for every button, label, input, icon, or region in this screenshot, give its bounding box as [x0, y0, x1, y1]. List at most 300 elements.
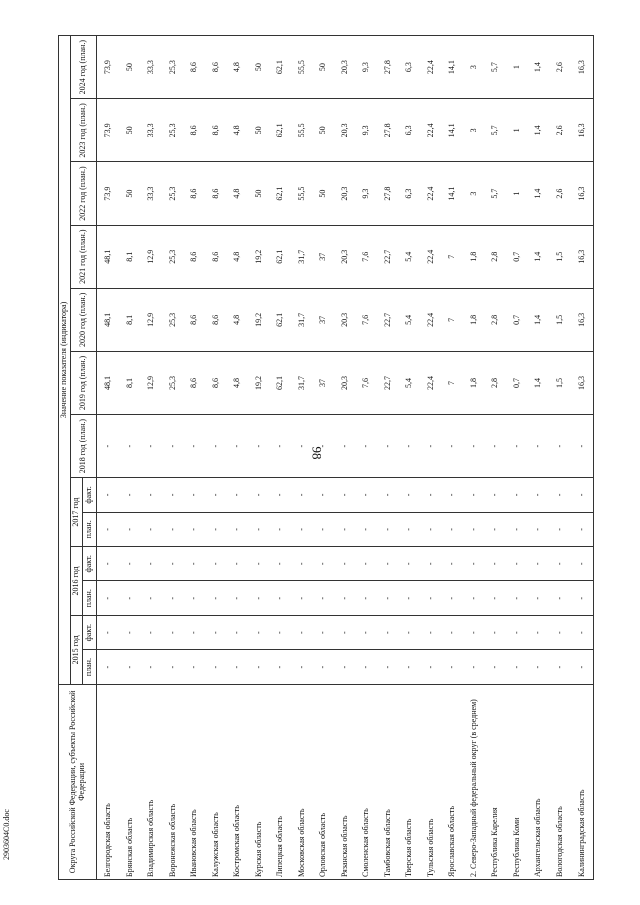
table-cell: - — [527, 415, 548, 478]
region-name: Республика Коми — [506, 684, 527, 879]
table-cell: 1,5 — [549, 288, 570, 351]
table-cell: 12,9 — [141, 288, 162, 351]
table-cell: - — [227, 547, 248, 581]
table-cell: - — [570, 415, 593, 478]
table-cell: - — [377, 581, 398, 615]
table-cell: 62,1 — [270, 36, 291, 99]
table-cell: 33,3 — [141, 36, 162, 99]
table-cell: 5,4 — [399, 288, 420, 351]
table-cell: 33,3 — [141, 162, 162, 225]
table-cell: 33,3 — [141, 99, 162, 162]
table-cell: - — [313, 547, 334, 581]
table-cell: - — [141, 581, 162, 615]
table-cell: 62,1 — [270, 225, 291, 288]
table-cell: 20,3 — [334, 225, 355, 288]
table-cell: 4,8 — [227, 225, 248, 288]
table-cell: 7,6 — [356, 225, 377, 288]
table-cell: 73,9 — [97, 36, 120, 99]
table-cell: 2,8 — [485, 288, 506, 351]
table-cell: - — [570, 581, 593, 615]
table-cell: - — [227, 615, 248, 649]
region-name: Курская область — [248, 684, 269, 879]
table-cell: 19,2 — [248, 351, 269, 414]
table-row — [399, 36, 420, 880]
table-cell: - — [485, 512, 506, 546]
table-cell: 48,1 — [97, 288, 120, 351]
table-cell: 9,3 — [356, 162, 377, 225]
table-row — [141, 36, 162, 880]
table-cell: 8,6 — [205, 225, 226, 288]
table-cell: 1,8 — [463, 225, 484, 288]
table-cell: - — [97, 650, 120, 684]
table-cell: - — [334, 415, 355, 478]
table-cell: 16,3 — [570, 225, 593, 288]
table-cell: - — [248, 478, 269, 512]
table-cell: 12,9 — [141, 351, 162, 414]
table-cell: 16,3 — [570, 99, 593, 162]
table-cell: - — [399, 650, 420, 684]
table-cell: - — [549, 512, 570, 546]
table-cell: 25,3 — [162, 351, 183, 414]
table-cell: 8,1 — [119, 225, 140, 288]
table-cell: - — [377, 615, 398, 649]
table-cell: - — [270, 478, 291, 512]
table-row — [506, 36, 527, 880]
table-cell: - — [334, 512, 355, 546]
table-cell: - — [162, 547, 183, 581]
table-cell: 50 — [313, 162, 334, 225]
table-cell: 19,2 — [248, 225, 269, 288]
table-cell: - — [141, 615, 162, 649]
table-cell: - — [227, 512, 248, 546]
table-cell: - — [442, 478, 463, 512]
table-cell: - — [184, 478, 205, 512]
table-cell: - — [442, 512, 463, 546]
table-row — [119, 36, 140, 880]
table-row — [205, 36, 226, 880]
table-cell: 27,8 — [377, 99, 398, 162]
table-cell: 50 — [119, 99, 140, 162]
table-cell: 8,6 — [184, 225, 205, 288]
table-cell: 7,6 — [356, 288, 377, 351]
table-cell: - — [141, 415, 162, 478]
table-cell: - — [377, 415, 398, 478]
region-name: Владимирская область — [141, 684, 162, 879]
table-cell: 1,5 — [549, 351, 570, 414]
region-name: Воронежская область — [162, 684, 183, 879]
table-cell: - — [248, 512, 269, 546]
table-cell: 25,3 — [162, 162, 183, 225]
indicator-table — [58, 35, 594, 880]
table-cell: 1,4 — [527, 351, 548, 414]
table-cell: 5,7 — [485, 99, 506, 162]
table-cell: - — [227, 581, 248, 615]
table-cell: - — [485, 415, 506, 478]
table-cell: - — [570, 512, 593, 546]
table-cell: - — [141, 547, 162, 581]
table-cell: 50 — [248, 36, 269, 99]
region-name: Калининградская область — [570, 684, 593, 879]
table-row — [270, 36, 291, 880]
table-cell: 20,3 — [334, 99, 355, 162]
table-cell: 20,3 — [334, 36, 355, 99]
table-cell: - — [270, 650, 291, 684]
table-cell: 3 — [463, 36, 484, 99]
table-cell: - — [141, 478, 162, 512]
table-cell: - — [291, 512, 312, 546]
table-cell: - — [205, 581, 226, 615]
table-cell: - — [399, 478, 420, 512]
table-cell: - — [420, 650, 441, 684]
table-cell: - — [506, 415, 527, 478]
table-cell: - — [356, 615, 377, 649]
table-cell: - — [227, 415, 248, 478]
table-row — [463, 36, 484, 880]
table-cell: - — [205, 547, 226, 581]
table-cell: - — [205, 512, 226, 546]
table-cell: - — [119, 415, 140, 478]
table-cell: 12,9 — [141, 225, 162, 288]
table-cell: - — [549, 478, 570, 512]
table-cell: - — [485, 581, 506, 615]
table-cell: - — [162, 512, 183, 546]
table-cell: 7 — [442, 225, 463, 288]
table-cell: 4,8 — [227, 99, 248, 162]
table-cell: - — [313, 581, 334, 615]
table-cell: - — [442, 615, 463, 649]
table-cell: 1,4 — [527, 99, 548, 162]
table-cell: - — [291, 547, 312, 581]
table-cell: 8,6 — [205, 162, 226, 225]
table-cell: 2,8 — [485, 225, 506, 288]
table-cell: 55,5 — [291, 36, 312, 99]
table-cell: 0,7 — [506, 225, 527, 288]
table-cell: 7 — [442, 288, 463, 351]
table-cell: - — [463, 615, 484, 649]
table-cell: 27,8 — [377, 36, 398, 99]
table-cell: 1,5 — [549, 225, 570, 288]
table-cell: - — [291, 581, 312, 615]
table-cell: 50 — [119, 36, 140, 99]
table-cell: 25,3 — [162, 288, 183, 351]
table-cell: 8,6 — [205, 99, 226, 162]
header-plan-label: план. — [83, 581, 97, 615]
table-cell: - — [97, 581, 120, 615]
table-cell: - — [377, 512, 398, 546]
table-row — [291, 36, 312, 880]
region-name: Тверская область — [399, 684, 420, 879]
table-cell: 1 — [506, 162, 527, 225]
table-cell: - — [205, 478, 226, 512]
table-cell: 8,6 — [184, 351, 205, 414]
table-cell: 37 — [313, 351, 334, 414]
header-plan-2019: 2019 год (план.) — [71, 351, 97, 414]
table-cell: - — [463, 581, 484, 615]
table-cell: - — [184, 615, 205, 649]
table-row — [377, 36, 398, 880]
table-cell: 55,5 — [291, 99, 312, 162]
table-cell: - — [549, 415, 570, 478]
table-cell: 8,1 — [119, 288, 140, 351]
table-cell: - — [119, 581, 140, 615]
table-cell: - — [291, 415, 312, 478]
table-row — [313, 36, 334, 880]
table-cell: - — [356, 512, 377, 546]
table-cell: - — [119, 478, 140, 512]
table-cell: - — [291, 615, 312, 649]
table-cell: 50 — [248, 99, 269, 162]
table-cell: - — [549, 547, 570, 581]
table-cell: - — [442, 581, 463, 615]
table-cell: - — [184, 547, 205, 581]
table-cell: - — [399, 547, 420, 581]
header-plan-label: план. — [83, 512, 97, 546]
table-cell: 22,7 — [377, 225, 398, 288]
table-cell: - — [420, 415, 441, 478]
table-cell: 2,6 — [549, 36, 570, 99]
table-cell: - — [334, 478, 355, 512]
table-cell: - — [549, 650, 570, 684]
table-row — [485, 36, 506, 880]
table-cell: 7 — [442, 351, 463, 414]
table-cell: - — [227, 478, 248, 512]
table-cell: - — [442, 547, 463, 581]
table-row — [227, 36, 248, 880]
table-cell: - — [97, 512, 120, 546]
table-cell: 2,8 — [485, 351, 506, 414]
table-row — [442, 36, 463, 880]
table-cell: 55,5 — [291, 162, 312, 225]
table-cell: - — [205, 415, 226, 478]
region-name: Тамбовская область — [377, 684, 398, 879]
table-cell: 9,3 — [356, 99, 377, 162]
header-plan-2018: 2018 год (план.) — [71, 415, 97, 478]
table-cell: - — [205, 650, 226, 684]
table-cell: - — [119, 615, 140, 649]
table-cell: - — [463, 512, 484, 546]
table-cell: - — [506, 512, 527, 546]
table-cell: 14,1 — [442, 99, 463, 162]
table-cell: - — [270, 547, 291, 581]
header-region: Округа Российской Федерации, субъекты Российской Федерации — [59, 684, 97, 879]
table-cell: - — [549, 581, 570, 615]
table-cell: - — [399, 615, 420, 649]
table-cell: 8,6 — [205, 36, 226, 99]
table-cell: 1,8 — [463, 351, 484, 414]
table-cell: - — [313, 478, 334, 512]
region-name: Белгородская область — [97, 684, 120, 879]
table-cell: 50 — [248, 162, 269, 225]
table-cell: - — [420, 547, 441, 581]
table-cell: 22,4 — [420, 225, 441, 288]
table-cell: - — [463, 415, 484, 478]
table-cell: 8,6 — [205, 288, 226, 351]
table-cell: 22,4 — [420, 99, 441, 162]
table-cell: 1 — [506, 36, 527, 99]
table-cell: 1,4 — [527, 162, 548, 225]
table-cell: 31,7 — [291, 288, 312, 351]
header-plan-2024: 2024 год (план.) — [71, 36, 97, 99]
table-row — [356, 36, 377, 880]
table-cell: - — [141, 650, 162, 684]
header-plan-2020: 2020 год (план.) — [71, 288, 97, 351]
table-cell: - — [205, 615, 226, 649]
table-cell: 8,6 — [184, 36, 205, 99]
table-cell: - — [463, 478, 484, 512]
table-cell: - — [506, 615, 527, 649]
table-cell: - — [162, 415, 183, 478]
table-cell: - — [270, 415, 291, 478]
region-name: Московская область — [291, 684, 312, 879]
table-cell: 8,1 — [119, 351, 140, 414]
table-cell: - — [549, 615, 570, 649]
table-cell: - — [184, 512, 205, 546]
table-cell: 4,8 — [227, 162, 248, 225]
table-cell: - — [506, 547, 527, 581]
table-cell: 8,6 — [205, 351, 226, 414]
table-cell: - — [442, 650, 463, 684]
table-cell: - — [356, 547, 377, 581]
table-cell: - — [527, 512, 548, 546]
table-cell: - — [527, 615, 548, 649]
region-name: Ярославская область — [442, 684, 463, 879]
table-cell: - — [420, 615, 441, 649]
region-name: Брянская область — [119, 684, 140, 879]
table-row — [334, 36, 355, 880]
region-name: 2. Северо-Западный федеральный округ (в среднем) — [463, 684, 484, 879]
header-plan-2021: 2021 год (план.) — [71, 225, 97, 288]
region-name: Архангельская область — [527, 684, 548, 879]
table-cell: 5,4 — [399, 351, 420, 414]
table-cell: - — [141, 512, 162, 546]
table-cell: 14,1 — [442, 36, 463, 99]
table-cell: 20,3 — [334, 288, 355, 351]
table-cell: 0,7 — [506, 288, 527, 351]
header-year-2015: 2015 год — [71, 615, 83, 684]
table-cell: 37 — [313, 225, 334, 288]
table-cell: 16,3 — [570, 162, 593, 225]
table-row — [549, 36, 570, 880]
header-plan-2022: 2022 год (план.) — [71, 162, 97, 225]
table-cell: - — [162, 581, 183, 615]
table-cell: 50 — [119, 162, 140, 225]
table-cell: - — [227, 650, 248, 684]
table-cell: - — [377, 478, 398, 512]
table-cell: 5,7 — [485, 162, 506, 225]
table-cell: - — [162, 478, 183, 512]
table-cell: 50 — [313, 99, 334, 162]
table-cell: 8,6 — [184, 162, 205, 225]
table-cell: 22,4 — [420, 351, 441, 414]
table-body — [97, 36, 594, 880]
table-cell: - — [334, 615, 355, 649]
footer-code: 2903604C0.doc — [2, 809, 11, 860]
table-cell: - — [485, 547, 506, 581]
table-cell: 20,3 — [334, 351, 355, 414]
region-name: Липецкая область — [270, 684, 291, 879]
table-cell: - — [270, 512, 291, 546]
table-cell: 22,4 — [420, 162, 441, 225]
table-cell: 5,7 — [485, 36, 506, 99]
table-cell: - — [184, 650, 205, 684]
table-cell: - — [270, 581, 291, 615]
table-cell: - — [97, 478, 120, 512]
table-cell: - — [485, 478, 506, 512]
table-cell: 6,3 — [399, 99, 420, 162]
table-cell: 2,6 — [549, 99, 570, 162]
table-cell: - — [527, 547, 548, 581]
table-cell: 31,7 — [291, 225, 312, 288]
table-cell: - — [570, 547, 593, 581]
table-cell: - — [97, 547, 120, 581]
table-cell: - — [248, 547, 269, 581]
table-cell: - — [570, 478, 593, 512]
table-cell: - — [442, 415, 463, 478]
region-name: Республика Карелия — [485, 684, 506, 879]
table-cell: - — [420, 478, 441, 512]
table-cell: - — [162, 615, 183, 649]
table-row — [97, 36, 120, 880]
table-cell: 27,8 — [377, 162, 398, 225]
header-fact-label: факт. — [83, 547, 97, 581]
table-cell: 48,1 — [97, 351, 120, 414]
table-cell: 1,4 — [527, 36, 548, 99]
table-cell: 22,7 — [377, 351, 398, 414]
table-cell: 4,8 — [227, 288, 248, 351]
header-fact-label: факт. — [83, 615, 97, 649]
table-cell: - — [463, 547, 484, 581]
table-cell: 25,3 — [162, 99, 183, 162]
table-cell: - — [97, 615, 120, 649]
table-cell: - — [334, 581, 355, 615]
table-cell: 4,8 — [227, 351, 248, 414]
table-cell: - — [420, 512, 441, 546]
header-plan-2023: 2023 год (план.) — [71, 99, 97, 162]
table-cell: 62,1 — [270, 162, 291, 225]
header-year-2016: 2016 год — [71, 547, 83, 616]
table-cell: 20,3 — [334, 162, 355, 225]
region-name: Смоленская область — [356, 684, 377, 879]
table-cell: 8,6 — [184, 99, 205, 162]
table-cell: 50 — [313, 36, 334, 99]
region-name: Калужская область — [205, 684, 226, 879]
table-cell: - — [527, 478, 548, 512]
table-cell: - — [334, 650, 355, 684]
table-cell: - — [463, 650, 484, 684]
table-cell: 25,3 — [162, 36, 183, 99]
table-cell: - — [356, 581, 377, 615]
table-cell: - — [570, 615, 593, 649]
table-cell: 25,3 — [162, 225, 183, 288]
table-cell: 6,3 — [399, 36, 420, 99]
table-cell: 73,9 — [97, 162, 120, 225]
table-cell: - — [162, 650, 183, 684]
header-plan-label: план. — [83, 650, 97, 684]
header-indicator-group: Значение показателя (индикатора) — [59, 36, 71, 685]
table-cell: 5,4 — [399, 225, 420, 288]
table-cell: - — [313, 512, 334, 546]
table-cell: - — [313, 615, 334, 649]
table-cell: 1,8 — [463, 288, 484, 351]
table-cell: 3 — [463, 162, 484, 225]
header-fact-label: факт. — [83, 478, 97, 512]
table-cell: - — [570, 650, 593, 684]
table-cell: 1,4 — [527, 288, 548, 351]
table-cell: - — [248, 615, 269, 649]
table-cell: 19,2 — [248, 288, 269, 351]
table-row — [570, 36, 593, 880]
table-cell: 48,1 — [97, 225, 120, 288]
